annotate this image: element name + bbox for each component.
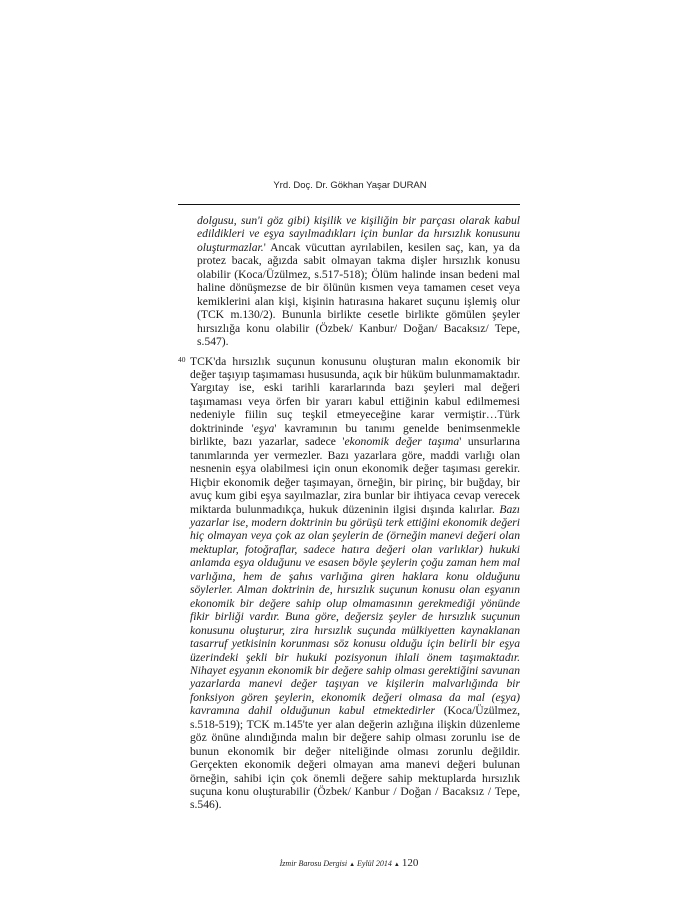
italic-segment: Bazı yazarlar ise, modern doktrinin bu görüşü terk ettiğini ekonomik değeri hiç olmayan veya çok az olan şeylerin de (örneğin manevi değeri olan mektuplar, fotoğraflar, sadece hatıra değeri olan varlıklar) hukuki anlamda eşya olduğunu ve esasen böyle şeylerin çoğu zaman hem mal varlığına, hem de şahıs varlığına giren haklara konu olduğunu söylerler. Alman doktrinin de, hırsızlık suçunun konusu olan eşyanın ekonomik bir değere sahip olup olmamasının gerekmediği yönünde fikir birliği vardır. Buna göre, değersiz şeyler de hırsızlık suçunun konusunu oluşturur, zira hırsızlık suçunda mülkiyetten kaynaklanan tasarruf yetkisinin korunması söz konusu olduğu için belirli bir eşya üzerindeki şekli bir hukuki pozisyonun ihlali önem taşımaktadır. Nihayet eşyanın ekonomik bir değere sahip olması gerektiğini savunan yazarlarda manevi değer taşıyan ve kişilerin malvarlığında bir fonksiyon gören şeylerin, ekonomik değeri olmasa da mal (eşya) kavramına dahil olduğunun kabul etmektedirler (190, 502, 520, 718)
italic-segment: ekonomik değer taşıma (344, 435, 460, 449)
text-segment: ' Ancak vücuttan ayrılabilen, kesilen saç, kan, ya da protez bacak, ağızda sabit olmayan takma dişler hırsızlık konusu olabilir (Koca/Üzülmez, s.517-518); Ölüm halinde insan bedeni mal haline dönüşmezse de bir ölünün kısmen veya tamamen ceset veya kemiklerini alan kişi, kişinin hatırasına hakaret suçunu işlemiş olur (TCK m.130/2). Bununla birlikte cesetle birlikte gömülen şeyler hırsızlığa konu olabilir (Özbek/ Kanbur/ Doğan/ Bacaksız/ Tepe, s.547). (197, 240, 520, 349)
italic-segment: eşya (253, 421, 275, 435)
text-segment: (Koca/Üzülmez, s.518-519); TCK m.145'te yer alan değerin azlığına ilişkin düzenleme göz önüne alındığında malın bir değere sahip olması zorunlu ise de bunun ekonomik bir değer niteliğinde olması zorunlu değildir. Gerçekten ekonomik değeri olmayan ama manevi değeri bulunan örneğin, sahibi için çok önemli değere sahip mektuplarda hırsızlık suçuna konu oluşturabilir (Özbek/ Kanbur / Doğan / Bacaksız / Tepe, s.546). (190, 704, 520, 812)
page-body (178, 214, 520, 872)
page-footer (178, 856, 520, 872)
page-number: 120 (401, 856, 419, 869)
running-header: Yrd. Doç. Dr. Gökhan Yaşar DURAN (273, 180, 427, 191)
footnote-40 (178, 355, 520, 812)
triangle-separator-icon: ▲ (393, 861, 400, 868)
issue-date: Eylül 2014 (357, 858, 392, 868)
text-segment: ' kavramının bu tanımı genelde benimsenmekle birlikte, bazı yazarlar, sadece ' (190, 421, 520, 449)
footnote-number: 40 (178, 354, 186, 364)
triangle-separator-icon: ▲ (349, 861, 356, 868)
text-segment: ' unsurlarına tanımlarında yer vermezler. Bazı yazarlara göre, maddi varlığı olan nesnenin eşya olabilmesi için onun ekonomik değer taşıması gerekir. Hiçbir ekonomik değer taşımayan, örneğin, bir pirinç, bir buğday, bir avuç kum gibi eşya sayılmazlar, zira bunlar bir ihtiyaca cevap verecek miktarda bulunmadıkça, hukuk düzeninin ilgisi dışında kalırlar. (190, 435, 520, 516)
journal-name: İzmir Barosu Dergisi (279, 858, 348, 868)
text-segment: TCK'da hırsızlık suçunun konusunu oluşturan malın ekonomik bir değer taşıyıp taşımaması hususunda, açık bir hüküm bulunmamaktadır. Yargıtay ise, eski tarihli kararlarında bazı şeyleri mal değeri taşımaması veya örfen bir yararı kabul ettiğinin kabul edilmemesi nedeniyle fiilin suç teşkil etmeyeceğine karar vermiştir…Türk doktrininde ' (190, 354, 520, 435)
continuation-paragraph (178, 214, 520, 349)
quote-segment: dolgusu, sun'i göz gibi) kişilik ve kişiliğin bir parçası olarak kabul edildikleri ve eşya sayılmadıkları için bunlar da hırsızlık konusunu oluşturmazlar. (197, 214, 520, 254)
header-rule (178, 204, 520, 205)
